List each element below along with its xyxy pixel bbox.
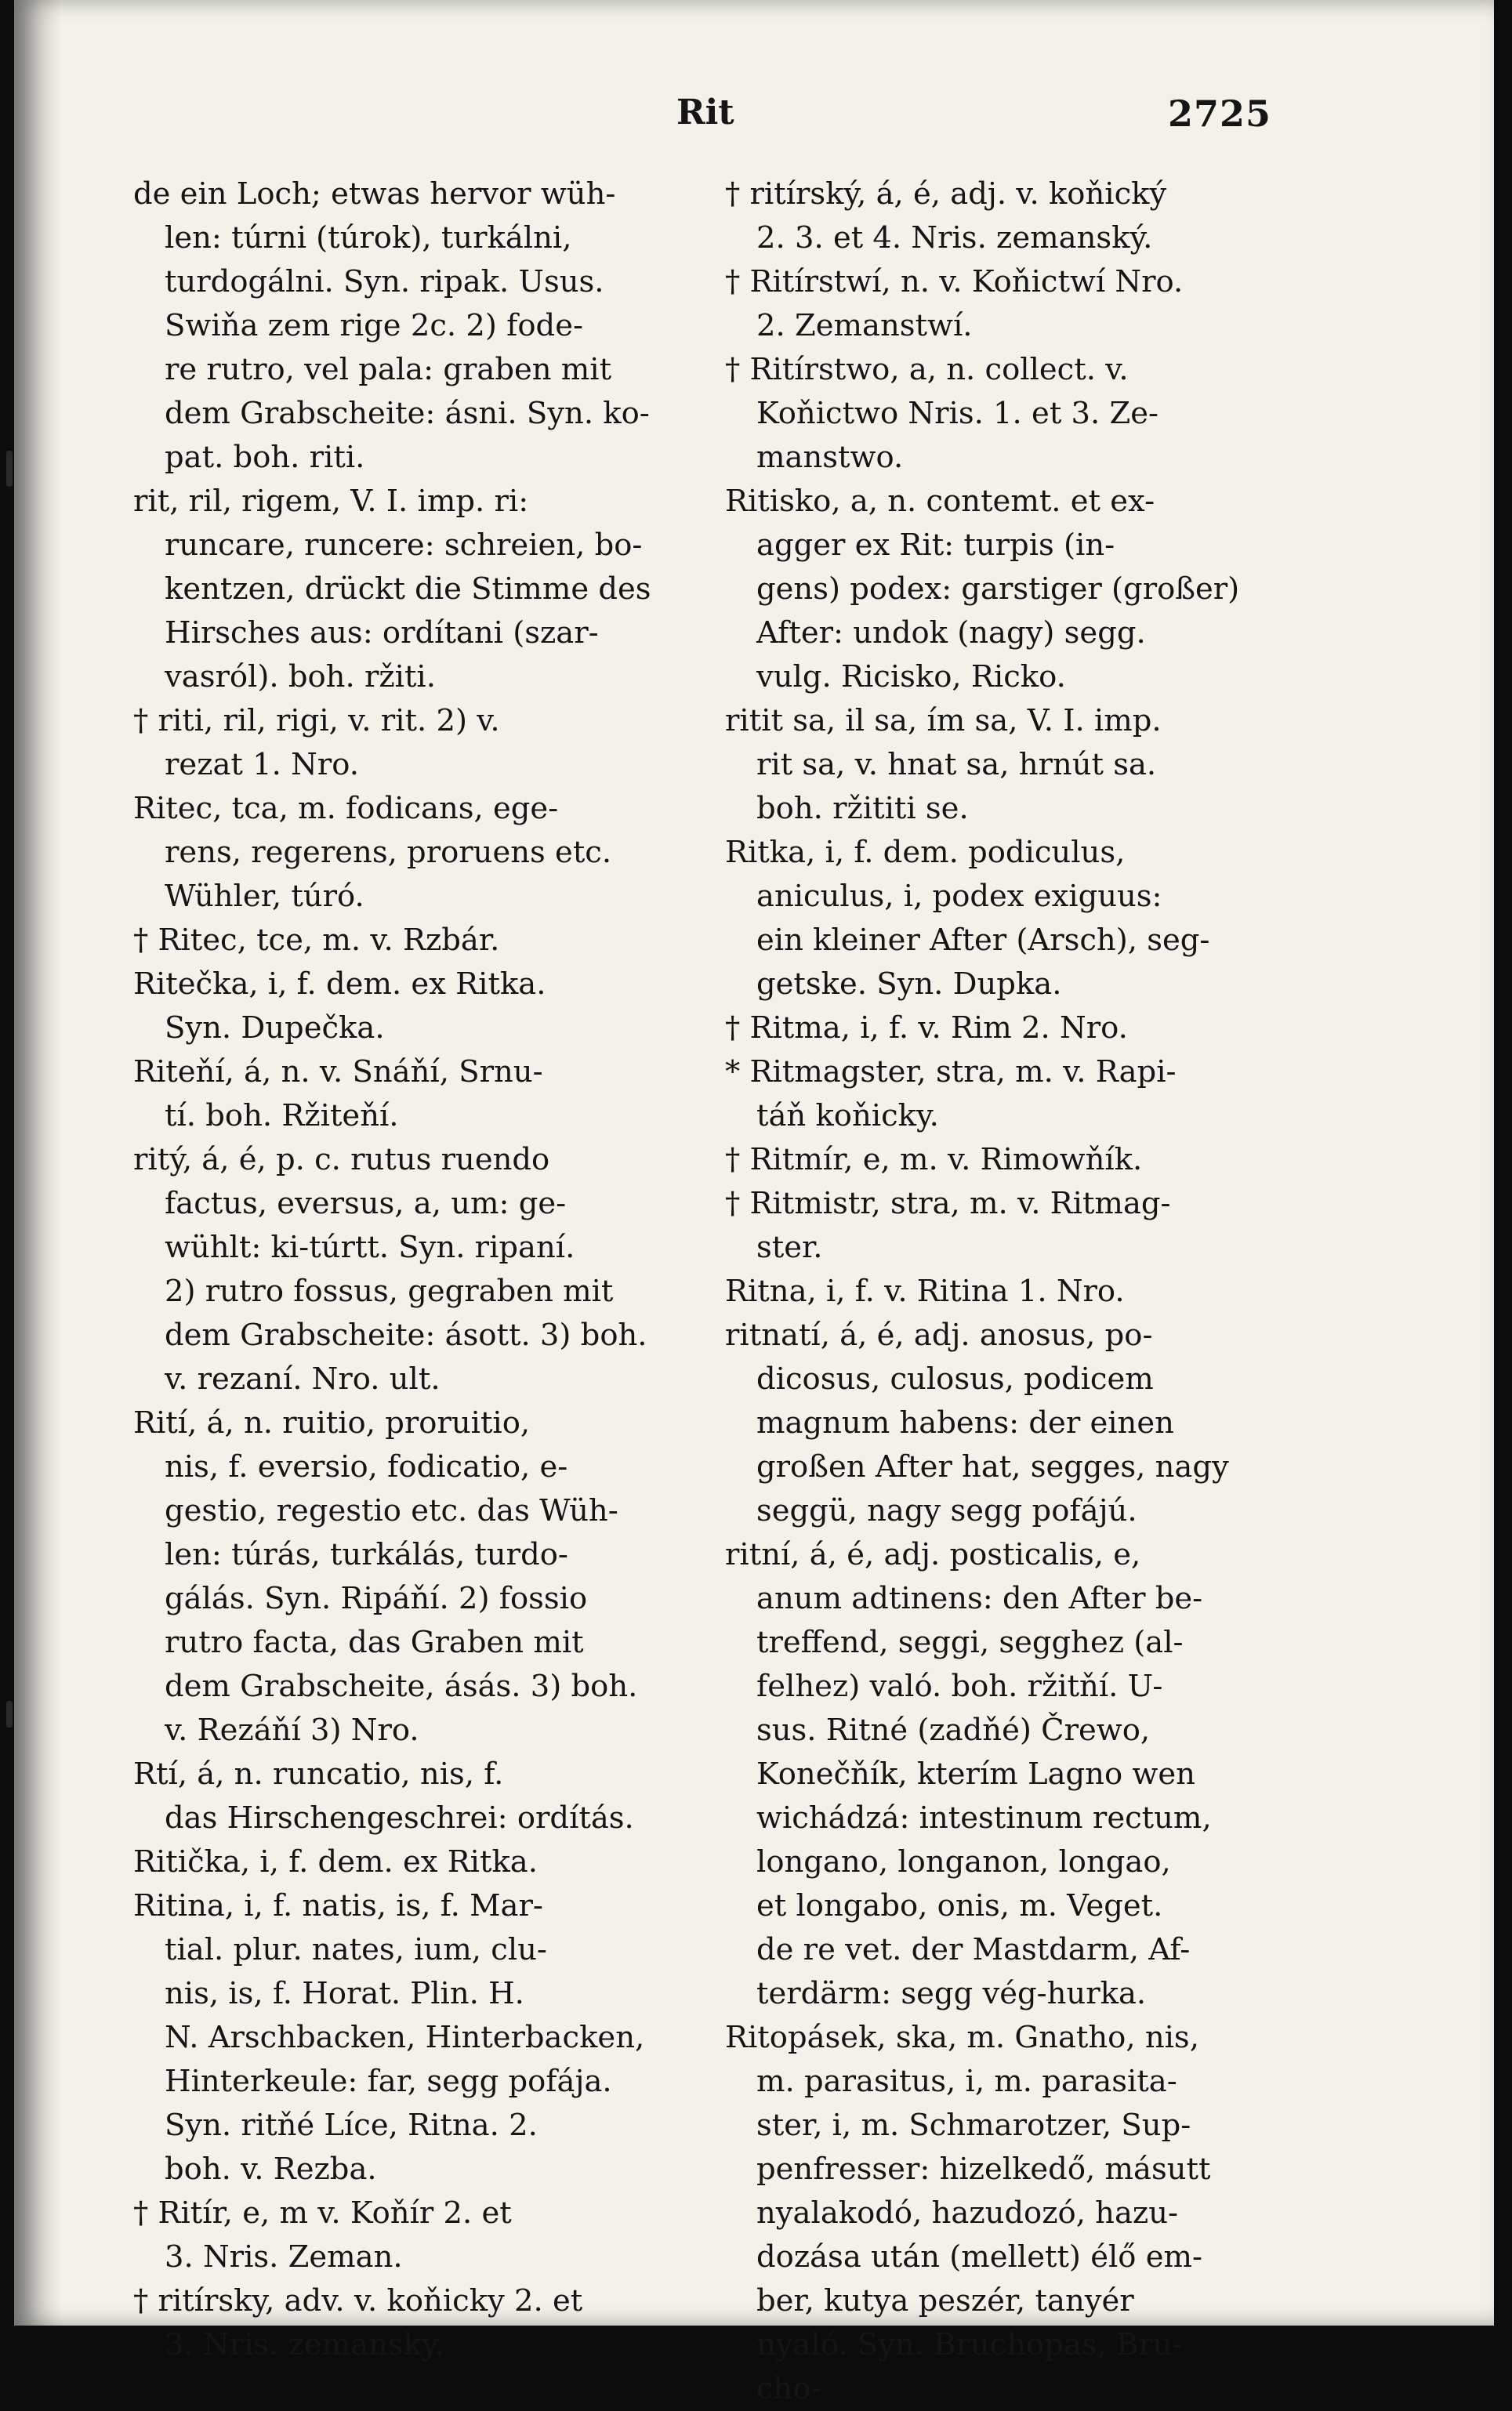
text-line: ritit sa, il sa, ím sa, V. I. imp. — [725, 703, 1162, 738]
text-line: getske. Syn. Dupka. — [756, 966, 1062, 1002]
text-line: nyalakodó, hazudozó, hazu- — [756, 2195, 1179, 2231]
running-head-word: Rit — [676, 92, 734, 132]
text-line: tial. plur. nates, ium, clu- — [165, 1932, 547, 1967]
text-line: Ritisko, a, n. contemt. et ex- — [725, 484, 1155, 519]
text-line: terdärm: segg vég-hurka. — [756, 1976, 1147, 2011]
text-line: Ritka, i, f. dem. podiculus, — [725, 835, 1126, 870]
text-line: † ritírský, á, é, adj. v. koňický — [725, 176, 1167, 212]
text-line: ritní, á, é, adj. posticalis, e, — [725, 1537, 1141, 1572]
text-line: Ritička, i, f. dem. ex Ritka. — [133, 1844, 538, 1880]
text-line: manstwo. — [756, 440, 904, 475]
text-line: † ritírsky, adv. v. koňicky 2. et — [133, 2283, 583, 2319]
text-line: 2) rutro fossus, gegraben mit — [165, 1274, 614, 1309]
text-line: runcare, runcere: schreien, bo- — [165, 528, 643, 563]
text-line: † Ritírstwo, a, n. collect. v. — [725, 352, 1129, 387]
text-line: Hinterkeule: far, segg pofája. — [165, 2064, 612, 2099]
binding-mark — [6, 1701, 13, 1728]
text-line: nis, f. eversio, fodicatio, e- — [165, 1449, 568, 1485]
text-line: dem Grabscheite: ásott. 3) boh. — [165, 1318, 647, 1353]
text-line: Konečňík, kterím Lagno wen — [756, 1757, 1195, 1792]
text-line: longano, longanon, longao, — [756, 1844, 1171, 1880]
text-line: ein kleiner After (Arsch), seg- — [756, 923, 1210, 958]
text-line: felhez) való. boh. ržitňí. U- — [756, 1669, 1163, 1704]
left-column — [133, 172, 705, 2367]
text-line: dicosus, culosus, podicem — [756, 1361, 1154, 1397]
text-line: ber, kutya peszér, tanyér — [756, 2283, 1134, 2319]
gutter-shadow — [14, 0, 61, 2326]
text-line: N. Arschbacken, Hinterbacken, — [165, 2020, 645, 2055]
text-line: Syn. ritňé Líce, Ritna. 2. — [165, 2108, 538, 2143]
binding-mark — [6, 451, 13, 487]
text-line: Ritopásek, ska, m. Gnatho, nis, — [725, 2020, 1199, 2055]
text-line: rit sa, v. hnat sa, hrnút sa. — [756, 747, 1157, 782]
text-line: 2. Zemanstwí. — [756, 308, 973, 343]
text-line: turdogálni. Syn. ripak. Usus. — [165, 264, 604, 299]
text-line: gálás. Syn. Ripáňí. 2) fossio — [165, 1581, 588, 1616]
text-line: Rití, á, n. ruitio, proruitio, — [133, 1405, 531, 1441]
right-column — [725, 172, 1297, 2411]
text-line: ster, i, m. Schmarotzer, Sup- — [756, 2108, 1191, 2143]
text-line: Syn. Dupečka. — [165, 1010, 385, 1046]
text-line: wühlt: ki-túrtt. Syn. ripaní. — [165, 1230, 575, 1265]
text-line: v. Rezáňí 3) Nro. — [165, 1713, 419, 1748]
text-line: penfresser: hizelkedő, másutt — [756, 2152, 1211, 2187]
text-line: † Ritírstwí, n. v. Koňictwí Nro. — [725, 264, 1184, 299]
text-line: 3. Nris. Zeman. — [165, 2239, 403, 2275]
text-line: m. parasitus, i, m. parasita- — [756, 2064, 1177, 2099]
text-line: vulg. Ricisko, Ricko. — [756, 659, 1066, 694]
text-line: nis, is, f. Horat. Plin. H. — [165, 1976, 524, 2011]
text-line: de ein Loch; etwas hervor wüh- — [133, 176, 616, 212]
text-line: dozása után (mellett) élő em- — [756, 2239, 1203, 2275]
text-line: Riteňí, á, n. v. Snáňí, Srnu- — [133, 1054, 543, 1089]
text-line: gestio, regestio etc. das Wüh- — [165, 1493, 618, 1528]
text-line: treffend, seggi, segghez (al- — [756, 1625, 1184, 1660]
text-line: vasról). boh. ržiti. — [165, 659, 436, 694]
text-line: Ritec, tca, m. fodicans, ege- — [133, 791, 559, 826]
text-line: † Ritec, tce, m. v. Rzbár. — [133, 923, 500, 958]
text-line: ritý, á, é, p. c. rutus ruendo — [133, 1142, 550, 1177]
text-line: großen After hat, segges, nagy — [756, 1449, 1229, 1485]
text-line: Wühler, túró. — [165, 879, 364, 914]
text-line: † Ritmír, e, m. v. Rimowňík. — [725, 1142, 1143, 1177]
text-line: dem Grabscheite: ásni. Syn. ko- — [165, 396, 650, 431]
text-line: † Ritír, e, m v. Koňír 2. et — [133, 2195, 512, 2231]
text-line: rit, ril, rigem, V. I. imp. ri: — [133, 484, 529, 519]
text-line: After: undok (nagy) segg. — [756, 615, 1146, 651]
text-line: † riti, ril, rigi, v. rit. 2) v. — [133, 703, 500, 738]
text-line: 2. 3. et 4. Nris. zemanský. — [756, 220, 1153, 256]
text-line: ritnatí, á, é, adj. anosus, po- — [725, 1318, 1153, 1353]
text-line: len: túrás, turkálás, turdo- — [165, 1537, 568, 1572]
text-line: Koňictwo Nris. 1. et 3. Ze- — [756, 396, 1159, 431]
text-line: rens, regerens, proruens etc. — [165, 835, 612, 870]
text-line: * Ritmagster, stra, m. v. Rapi- — [725, 1054, 1177, 1089]
text-line: anum adtinens: den After be- — [756, 1581, 1203, 1616]
text-line: v. rezaní. Nro. ult. — [165, 1361, 441, 1397]
text-line: re rutro, vel pala: graben mit — [165, 352, 612, 387]
text-line: Ritna, i, f. v. Ritina 1. Nro. — [725, 1274, 1125, 1309]
text-line: rezat 1. Nro. — [165, 747, 359, 782]
text-line: Hirsches aus: ordítani (szar- — [165, 615, 599, 651]
text-line: magnum habens: der einen — [756, 1405, 1174, 1441]
text-line: rutro facta, das Graben mit — [165, 1625, 584, 1660]
text-line: das Hirschengeschrei: ordítás. — [165, 1800, 634, 1836]
text-line: nyaló. Syn. Bruchopas, Bru- — [756, 2327, 1183, 2362]
text-line: boh. v. Rezba. — [165, 2152, 377, 2187]
text-line: kentzen, drückt die Stimme des — [165, 571, 651, 607]
text-line: sus. Ritné (zadňé) Črewo, — [756, 1713, 1151, 1748]
text-line: agger ex Rit: turpis (in- — [756, 528, 1115, 563]
text-line: táň koňicky. — [756, 1098, 939, 1133]
text-line: Rtí, á, n. runcatio, nis, f. — [133, 1757, 504, 1792]
text-line: factus, eversus, a, um: ge- — [165, 1186, 567, 1221]
text-line: † Ritmistr, stra, m. v. Ritmag- — [725, 1186, 1171, 1221]
text-line: boh. ržititi se. — [756, 791, 969, 826]
text-line: pat. boh. riti. — [165, 440, 365, 475]
text-line: et longabo, onis, m. Veget. — [756, 1888, 1163, 1923]
page-number: 2725 — [1168, 92, 1272, 135]
text-line: seggü, nagy segg pofájú. — [756, 1493, 1137, 1528]
text-line: gens) podex: garstiger (großer) — [756, 571, 1240, 607]
text-line: len: túrni (túrok), turkálni, — [165, 220, 572, 256]
text-line: aniculus, i, podex exiguus: — [756, 879, 1162, 914]
text-line: Ritečka, i, f. dem. ex Ritka. — [133, 966, 546, 1002]
text-line: Ritina, i, f. natis, is, f. Mar- — [133, 1888, 543, 1923]
text-line: tí. boh. Ržiteňí. — [165, 1098, 399, 1133]
text-line: † Ritma, i, f. v. Rim 2. Nro. — [725, 1010, 1128, 1046]
text-line: 3. Nris. zemansky. — [165, 2327, 444, 2362]
text-line: de re vet. der Mastdarm, Af- — [756, 1932, 1191, 1967]
text-line: wichádzá: intestinum rectum, — [756, 1800, 1212, 1836]
text-line: Swiňa zem rige 2c. 2) fode- — [165, 308, 583, 343]
text-line: ster. — [756, 1230, 823, 1265]
text-line: cho- — [756, 2371, 821, 2406]
text-line: dem Grabscheite, ásás. 3) boh. — [165, 1669, 638, 1704]
